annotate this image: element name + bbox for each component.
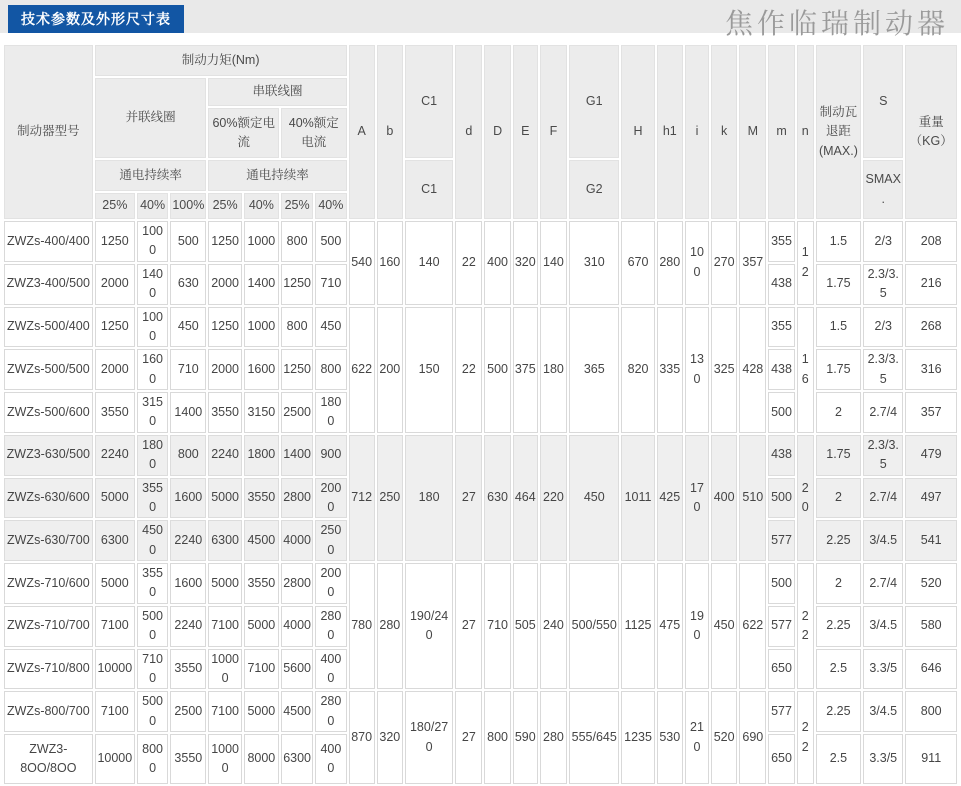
header-col-i: i [685,45,709,219]
weight-cell: 520 [905,563,957,604]
weight-label: 重量 [918,114,944,129]
torque-cell: 3150 [244,392,279,433]
m-cell: 500 [768,478,794,519]
torque-cell: 7100 [208,606,241,647]
torque-cell: 1250 [95,221,135,262]
dim-cell-D: 710 [484,563,510,689]
retract-cell: 1.5 [816,221,861,262]
torque-cell: 4500 [281,691,313,732]
header-60pct-current: 60%额定电流 [208,108,279,158]
dim-cell-D: 500 [484,307,510,433]
m-cell: 355 [768,307,794,348]
m-cell: 438 [768,264,794,305]
model-cell: ZWZ3-630/500 [4,435,93,476]
torque-cell: 6300 [281,734,313,784]
model-cell: ZWZs-630/600 [4,478,93,519]
spec-table [2,43,959,786]
torque-cell: 1000 [244,221,279,262]
dim-cell-G: 450 [569,435,619,561]
torque-cell: 5000 [244,691,279,732]
dim-cell-i: 100 [685,221,709,305]
header-col-C1-top: C1 [405,45,453,158]
torque-cell: 500 [315,221,346,262]
torque-cell: 1600 [244,349,279,390]
torque-cell: 1800 [244,435,279,476]
table-row [4,435,957,476]
model-cell: ZWZs-710/700 [4,606,93,647]
dim-cell-i: 190 [685,563,709,689]
torque-cell: 1600 [170,563,206,604]
torque-cell: 900 [315,435,346,476]
header-col-C1-bottom: C1 [405,160,453,219]
retract-cell: 2 [816,478,861,519]
dim-cell-C1: 190/240 [405,563,453,689]
dim-cell-F: 220 [540,435,567,561]
torque-cell: 3150 [137,392,168,433]
torque-cell: 7100 [244,649,279,690]
torque-cell: 2000 [208,349,241,390]
torque-cell: 2500 [315,520,346,561]
dim-cell-A: 540 [349,221,375,305]
header-col-D: D [484,45,510,219]
dim-cell-D: 800 [484,691,510,784]
torque-cell: 3550 [244,563,279,604]
torque-cell: 800 [281,221,313,262]
dim-cell-H: 820 [621,307,654,433]
header-duty-parallel: 通电持续率 [95,160,207,191]
torque-cell: 500 [170,221,206,262]
pct-header: 25% [95,193,135,219]
s-cell: 2/3 [863,221,903,262]
weight-cell: 479 [905,435,957,476]
dim-cell-b: 160 [377,221,403,305]
dim-cell-A: 712 [349,435,375,561]
dim-cell-E: 590 [513,691,538,784]
dim-cell-h1: 335 [657,307,683,433]
dim-cell-M: 622 [739,563,766,689]
torque-cell: 3550 [170,649,206,690]
torque-cell: 1000 [137,221,168,262]
model-cell: ZWZs-500/400 [4,307,93,348]
dim-cell-k: 520 [711,691,737,784]
model-cell: ZWZs-500/500 [4,349,93,390]
torque-cell: 2000 [208,264,241,305]
dim-cell-b: 280 [377,563,403,689]
dim-cell-G: 365 [569,307,619,433]
dim-cell-G: 500/550 [569,563,619,689]
weight-cell: 580 [905,606,957,647]
torque-cell: 4500 [137,520,168,561]
dim-cell-d: 22 [455,307,482,433]
header-col-m: m [768,45,794,219]
dim-cell-G: 310 [569,221,619,305]
dim-cell-i: 170 [685,435,709,561]
header-col-h1: h1 [657,45,683,219]
torque-cell: 4000 [281,606,313,647]
torque-cell: 1400 [137,264,168,305]
dim-cell-h1: 425 [657,435,683,561]
dim-cell-n: 22 [797,691,814,784]
torque-cell: 800 [170,435,206,476]
dim-cell-H: 1235 [621,691,654,784]
header-col-SMAX: SMAX. [863,160,903,219]
table-row [4,221,957,262]
weight-cell: 216 [905,264,957,305]
torque-cell: 2240 [208,435,241,476]
torque-cell: 2800 [315,691,346,732]
torque-cell: 1600 [170,478,206,519]
torque-cell: 6300 [208,520,241,561]
torque-cell: 7100 [95,606,135,647]
dim-cell-F: 280 [540,691,567,784]
torque-cell: 2800 [315,606,346,647]
dim-cell-n: 20 [797,435,814,561]
dim-cell-D: 630 [484,435,510,561]
brand-text: 焦作临瑞制动器 [724,7,949,40]
header-parallel-coil: 并联线圈 [95,78,207,158]
torque-cell: 3550 [95,392,135,433]
torque-cell: 10000 [95,649,135,690]
retract-cell: 2 [816,563,861,604]
torque-cell: 5000 [95,563,135,604]
dim-cell-b: 250 [377,435,403,561]
model-cell: ZWZs-400/400 [4,221,93,262]
torque-cell: 2240 [170,520,206,561]
torque-cell: 5000 [208,563,241,604]
pct-header: 40% [244,193,279,219]
dim-cell-i: 130 [685,307,709,433]
torque-cell: 450 [170,307,206,348]
dim-cell-E: 505 [513,563,538,689]
table-row [4,563,957,604]
s-cell: 2.3/3.5 [863,264,903,305]
dim-cell-n: 16 [797,307,814,433]
retract-cell: 2.5 [816,734,861,784]
model-cell: ZWZs-710/600 [4,563,93,604]
dim-cell-b: 200 [377,307,403,433]
torque-cell: 2500 [281,392,313,433]
torque-cell: 3550 [170,734,206,784]
torque-cell: 1000 [244,307,279,348]
retract-cell: 1.5 [816,307,861,348]
dim-cell-k: 270 [711,221,737,305]
torque-cell: 2800 [281,478,313,519]
m-cell: 577 [768,520,794,561]
page-banner: 技术参数及外形尺寸表 [8,5,184,33]
dim-cell-E: 320 [513,221,538,305]
torque-cell: 800 [281,307,313,348]
torque-cell: 1250 [281,349,313,390]
dim-cell-d: 27 [455,435,482,561]
dim-cell-h1: 475 [657,563,683,689]
torque-cell: 5000 [137,606,168,647]
torque-cell: 1400 [281,435,313,476]
m-cell: 500 [768,563,794,604]
torque-cell: 8000 [137,734,168,784]
weight-cell: 497 [905,478,957,519]
torque-cell: 2800 [281,563,313,604]
dim-cell-H: 670 [621,221,654,305]
dim-cell-C1: 150 [405,307,453,433]
dim-cell-k: 450 [711,563,737,689]
dim-cell-b: 320 [377,691,403,784]
pct-header: 40% [137,193,168,219]
torque-cell: 5000 [208,478,241,519]
top-band [0,0,961,40]
dim-cell-M: 690 [739,691,766,784]
torque-cell: 10000 [95,734,135,784]
dim-cell-C1: 180 [405,435,453,561]
weight-cell: 541 [905,520,957,561]
dim-cell-A: 780 [349,563,375,689]
torque-cell: 1800 [137,435,168,476]
dim-cell-n: 22 [797,563,814,689]
model-cell: ZWZ3-400/500 [4,264,93,305]
torque-cell: 1400 [244,264,279,305]
torque-cell: 2000 [95,264,135,305]
torque-cell: 2240 [95,435,135,476]
dim-cell-E: 464 [513,435,538,561]
weight-cell: 208 [905,221,957,262]
m-cell: 355 [768,221,794,262]
model-cell: ZWZ3-8OO/8OO [4,734,93,784]
retract-cell: 1.75 [816,349,861,390]
header-col-G1: G1 [569,45,619,158]
dim-cell-A: 622 [349,307,375,433]
dim-cell-i: 210 [685,691,709,784]
header-col-b: b [377,45,403,219]
torque-cell: 3550 [244,478,279,519]
header-col-S: S [863,45,903,158]
torque-cell: 4500 [244,520,279,561]
dim-cell-F: 180 [540,307,567,433]
header-col-n: n [797,45,814,219]
torque-cell: 1000 [137,307,168,348]
torque-cell: 1250 [208,221,241,262]
header-series-coil: 串联线圈 [208,78,346,106]
m-cell: 650 [768,649,794,690]
torque-cell: 10000 [208,734,241,784]
dim-cell-F: 140 [540,221,567,305]
model-cell: ZWZs-500/600 [4,392,93,433]
torque-cell: 5000 [95,478,135,519]
torque-cell: 800 [315,349,346,390]
header-model: 制动器型号 [4,45,93,219]
header-col-d: d [455,45,482,219]
retract-cell: 1.75 [816,435,861,476]
torque-cell: 2500 [170,691,206,732]
m-cell: 438 [768,435,794,476]
m-cell: 500 [768,392,794,433]
torque-cell: 3550 [208,392,241,433]
s-cell: 2/3 [863,307,903,348]
header-weight [905,45,957,219]
header-col-F: F [540,45,567,219]
dim-cell-D: 400 [484,221,510,305]
weight-unit: （KG） [909,134,953,148]
s-cell: 2.7/4 [863,478,903,519]
pct-header: 25% [281,193,313,219]
dim-cell-F: 240 [540,563,567,689]
s-cell: 3.3/5 [863,734,903,784]
torque-cell: 710 [315,264,346,305]
m-cell: 577 [768,691,794,732]
dim-cell-E: 375 [513,307,538,433]
torque-cell: 8000 [244,734,279,784]
torque-cell: 4000 [315,649,346,690]
header-col-G2: G2 [569,160,619,219]
dim-cell-k: 325 [711,307,737,433]
torque-cell: 2000 [315,563,346,604]
torque-cell: 7100 [137,649,168,690]
weight-cell: 800 [905,691,957,732]
header-40pct-current: 40%额定电流 [281,108,347,158]
torque-cell: 5000 [137,691,168,732]
header-duty-series: 通电持续率 [208,160,346,191]
s-cell: 3/4.5 [863,606,903,647]
torque-cell: 7100 [95,691,135,732]
torque-cell: 1250 [281,264,313,305]
retract-cell: 2.5 [816,649,861,690]
torque-cell: 3550 [137,563,168,604]
retract-cell: 2.25 [816,691,861,732]
dim-cell-M: 357 [739,221,766,305]
dim-cell-k: 400 [711,435,737,561]
dim-cell-G: 555/645 [569,691,619,784]
torque-cell: 1250 [208,307,241,348]
torque-cell: 630 [170,264,206,305]
retract-cell: 2.25 [816,606,861,647]
m-cell: 438 [768,349,794,390]
torque-cell: 2000 [315,478,346,519]
dim-cell-H: 1125 [621,563,654,689]
torque-cell: 450 [315,307,346,348]
torque-cell: 7100 [208,691,241,732]
s-cell: 3/4.5 [863,691,903,732]
weight-cell: 316 [905,349,957,390]
header-col-H: H [621,45,654,219]
dim-cell-M: 428 [739,307,766,433]
header-col-E: E [513,45,538,219]
torque-cell: 2000 [95,349,135,390]
dim-cell-d: 22 [455,221,482,305]
dim-cell-h1: 280 [657,221,683,305]
weight-cell: 646 [905,649,957,690]
dim-cell-d: 27 [455,691,482,784]
dim-cell-d: 27 [455,563,482,689]
s-cell: 2.3/3.5 [863,349,903,390]
header-row-1 [4,45,957,76]
torque-cell: 1600 [137,349,168,390]
dim-cell-H: 1011 [621,435,654,561]
weight-cell: 268 [905,307,957,348]
dim-cell-n: 12 [797,221,814,305]
retract-cell: 1.75 [816,264,861,305]
model-cell: ZWZs-710/800 [4,649,93,690]
m-cell: 577 [768,606,794,647]
retract-cell: 2 [816,392,861,433]
s-cell: 3/4.5 [863,520,903,561]
torque-cell: 5000 [244,606,279,647]
torque-cell: 2240 [170,606,206,647]
dim-cell-M: 510 [739,435,766,561]
pct-header: 25% [208,193,241,219]
weight-cell: 911 [905,734,957,784]
torque-cell: 10000 [208,649,241,690]
torque-cell: 1250 [95,307,135,348]
model-cell: ZWZs-630/700 [4,520,93,561]
header-col-M: M [739,45,766,219]
torque-cell: 1400 [170,392,206,433]
model-cell: ZWZs-800/700 [4,691,93,732]
header-retract: 制动瓦退距(MAX.) [816,45,861,219]
s-cell: 2.7/4 [863,392,903,433]
dim-cell-A: 870 [349,691,375,784]
header-col-k: k [711,45,737,219]
s-cell: 2.7/4 [863,563,903,604]
torque-cell: 4000 [315,734,346,784]
m-cell: 650 [768,734,794,784]
retract-cell: 2.25 [816,520,861,561]
header-col-A: A [349,45,375,219]
dim-cell-h1: 530 [657,691,683,784]
pct-header: 100% [170,193,206,219]
s-cell: 2.3/3.5 [863,435,903,476]
torque-cell: 5600 [281,649,313,690]
dim-cell-C1: 180/270 [405,691,453,784]
weight-cell: 357 [905,392,957,433]
pct-header: 40% [315,193,346,219]
torque-cell: 4000 [281,520,313,561]
dim-cell-C1: 140 [405,221,453,305]
table-row [4,691,957,732]
table-row [4,307,957,348]
torque-cell: 3550 [137,478,168,519]
torque-cell: 1800 [315,392,346,433]
s-cell: 3.3/5 [863,649,903,690]
torque-cell: 710 [170,349,206,390]
torque-cell: 6300 [95,520,135,561]
header-torque: 制动力矩(Nm) [95,45,347,76]
